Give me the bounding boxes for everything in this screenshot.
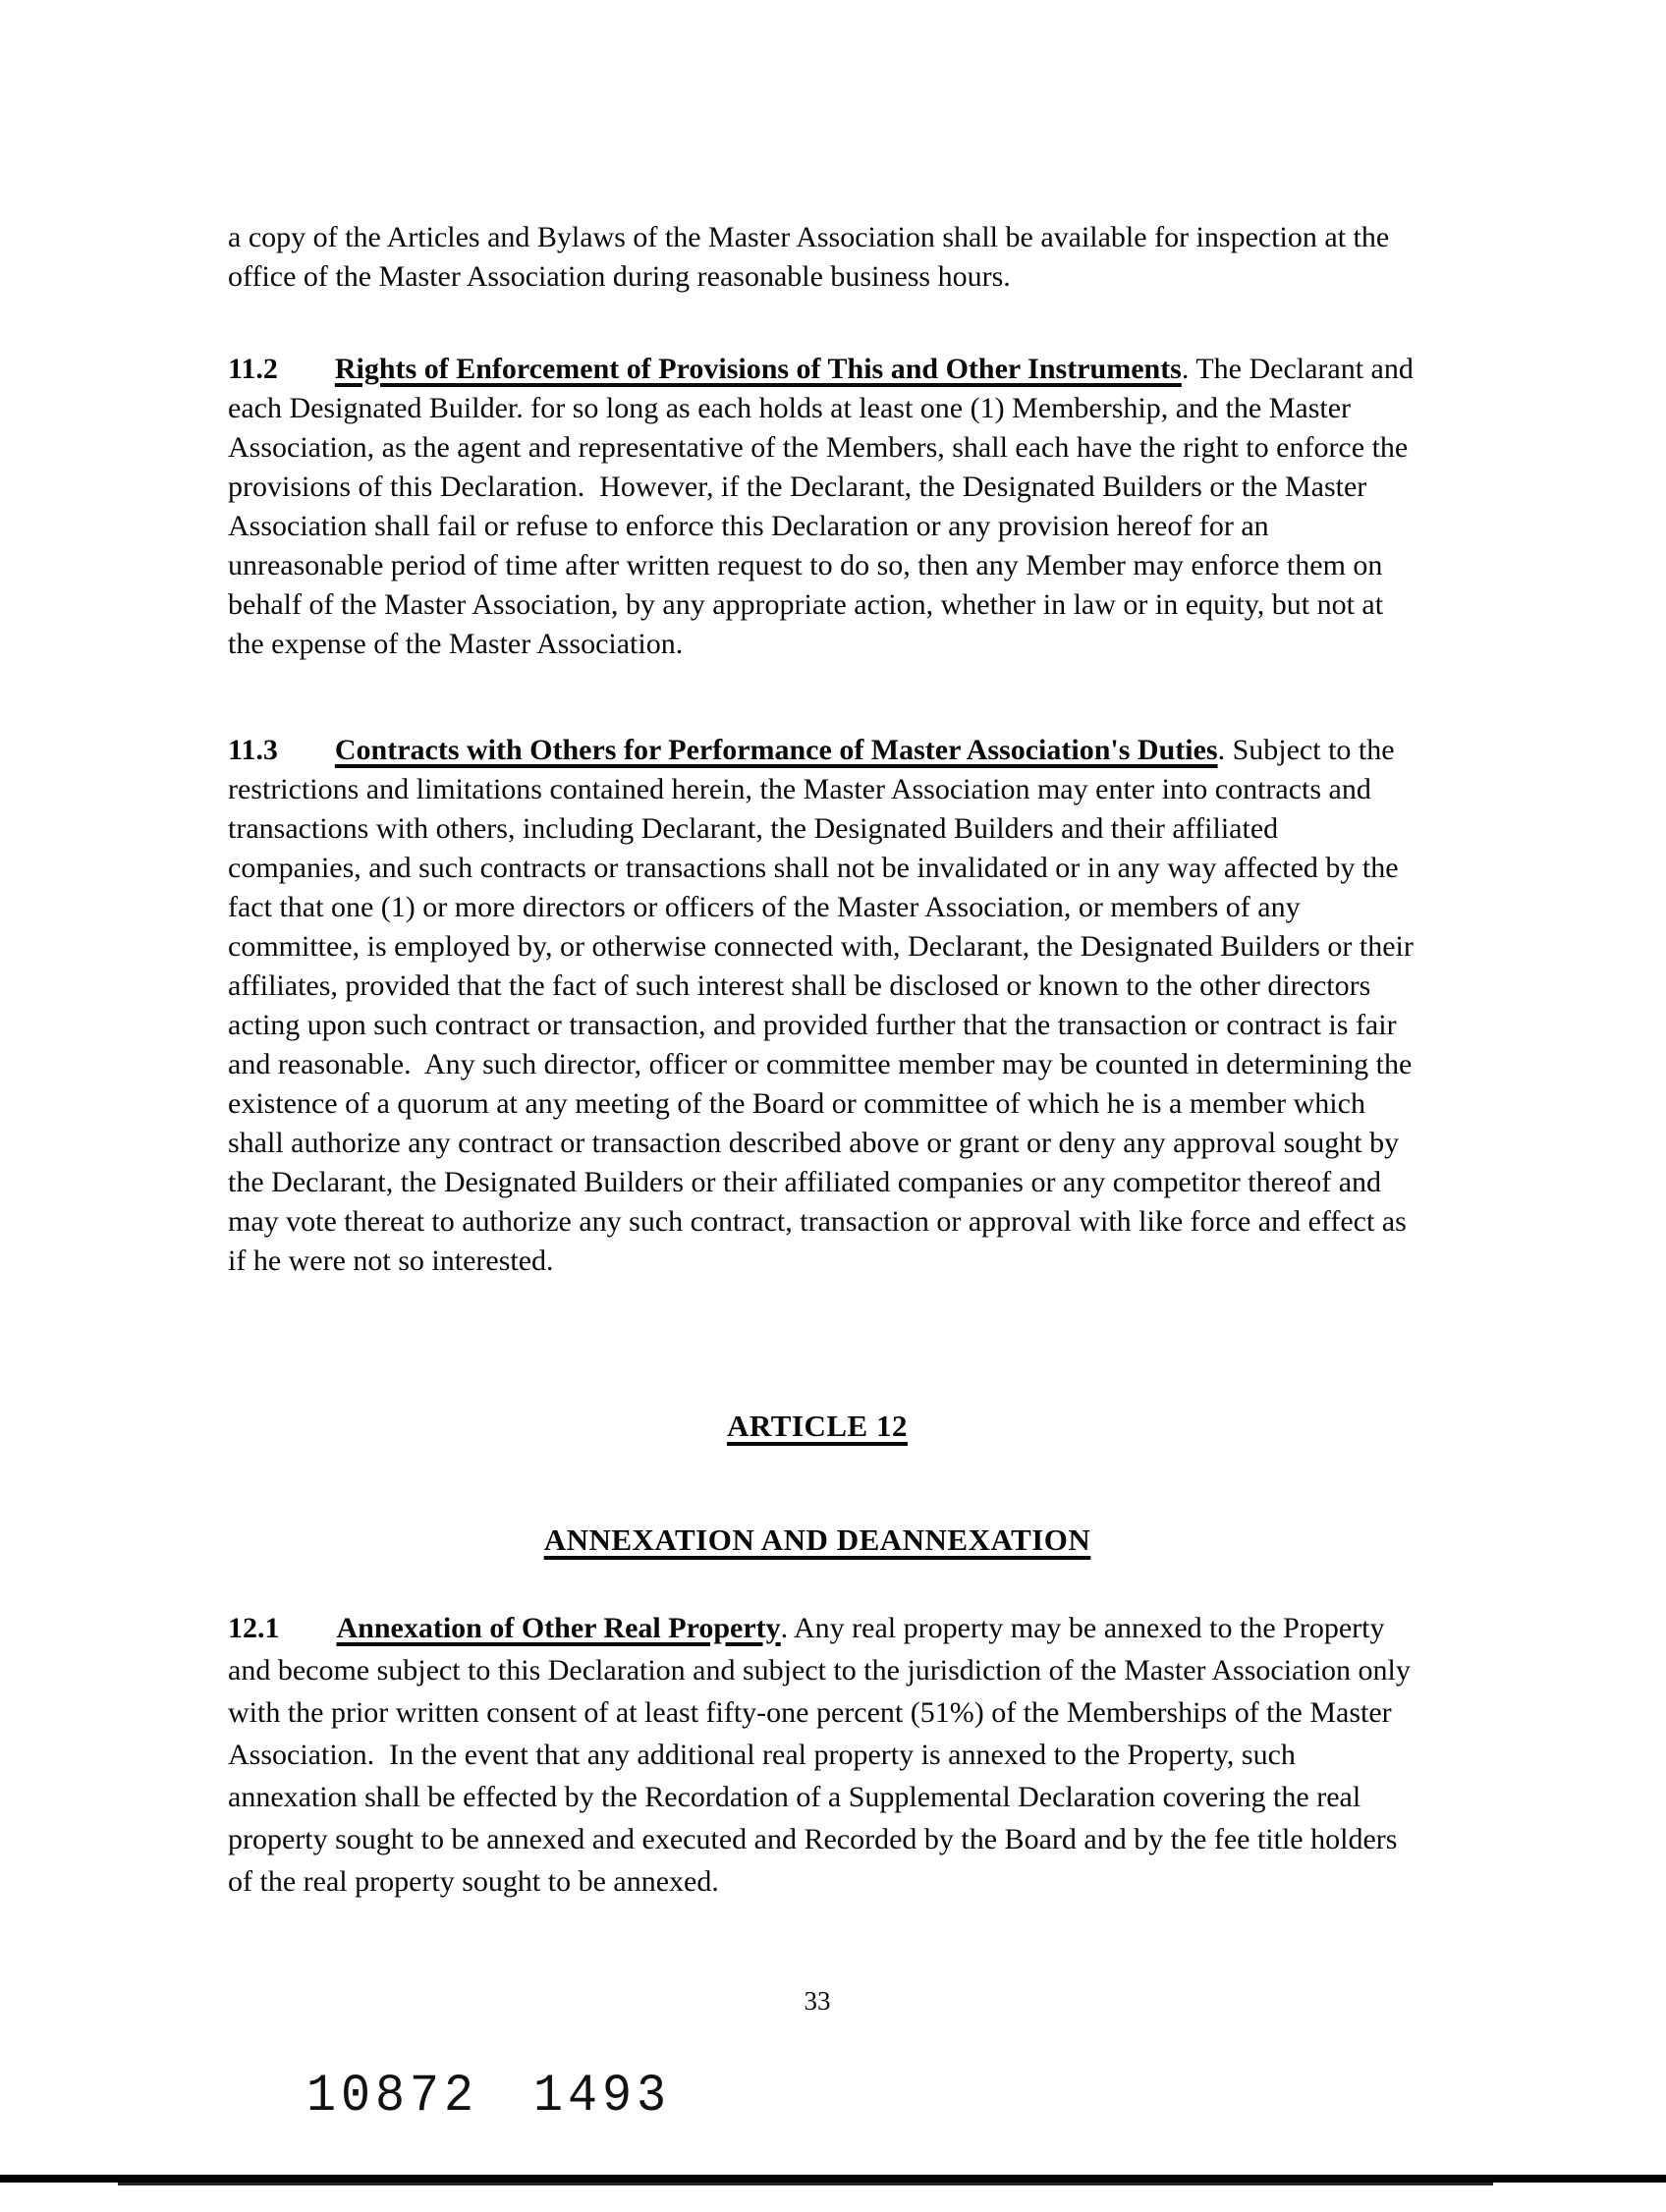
section-12-1 xyxy=(228,1607,1416,1903)
recorder-stamp xyxy=(306,2067,671,2128)
intro-paragraph: a copy of the Articles and Bylaws of the Master Association shall be available for inspection at the office of the Master Association during reasonable business hours. xyxy=(228,221,1397,293)
section-11-3 xyxy=(228,731,1421,1281)
section-11-3-title: Contracts with Others for Performance of Master Association's Duties xyxy=(334,734,1218,766)
section-11-2 xyxy=(228,350,1421,664)
recorder-stamp-right-number: 1493 xyxy=(533,2066,672,2128)
article-subheading-text: ANNEXATION AND DEANNEXATION xyxy=(543,1522,1091,1557)
section-11-2-title: Rights of Enforcement of Provisions of This and Other Instruments xyxy=(334,353,1182,385)
article-heading-text: ARTICLE 12 xyxy=(727,1409,908,1443)
section-11-2-body: . The Declarant and each Designated Builder. for so long as each holds at least one (1) Membership, and the Master Association, as the agent and representative of the Members, shall each have the right to enforce the provisions of this Declaration. However, if the Declarant, the Designated Builders or the Master Association shall fail or refuse to enforce this Declaration or any provision hereof for an unreasonable period of time after written request to do so, then any Member may enforce them on behalf of the Master Association, by any appropriate action, whether in law or in equity, but not at the expense of the Master Association. xyxy=(228,353,1421,660)
section-12-1-title: Annexation of Other Real Property xyxy=(336,1612,781,1644)
article-heading xyxy=(228,1409,1407,1444)
page-number: 33 xyxy=(804,1986,831,2016)
section-11-3-number: 11.3 xyxy=(228,734,278,766)
section-12-1-number: 12.1 xyxy=(228,1612,280,1644)
section-12-1-body: . Any real property may be annexed to the Property and become subject to this Declaration and subject to the jurisdiction of the Master Association only with the prior written consent of at least fifty-one percent (51%) of the Memberships of the Master Association. In the event that any additional real property is annexed to the Property, such annexation shall be effected by the Recordation of a Supplemental Declaration covering the real property sought to be annexed and executed and Recorded by the Board and by the fee title holders of the real property sought to be annexed. xyxy=(228,1612,1418,1898)
scan-artifact-line xyxy=(0,2175,1666,2183)
recorder-stamp-left-number: 10872 xyxy=(306,2066,479,2128)
section-11-2-number: 11.2 xyxy=(228,353,278,385)
section-11-3-body: . Subject to the restrictions and limitations contained herein, the Master Association may enter into contracts and transactions with others, including Declarant, the Designated Builders and their affiliated companies, and such contracts or transactions shall not be invalidated or in any way affected by the fact that one (1) or more directors or officers of the Master Association, or members of any committee, is employed by, or otherwise connected with, Declarant, the Designated Builders or their affiliates, provided that the fact of such interest shall be disclosed or known to the other directors acting upon such contract or transaction, and provided further that the transaction or contract is fair and reasonable. Any such director, officer or committee member may be counted in determining the existence of a quorum at any meeting of the Board or committee of which he is a member which shall authorize any contract or transaction described above or grant or deny any approval sought by the Declarant, the Designated Builders or their affiliated companies or any competitor thereof and may vote thereat to authorize any such contract, transaction or approval with like force and effect as if he were not so interested. xyxy=(228,734,1421,1277)
article-subheading xyxy=(228,1522,1407,1558)
